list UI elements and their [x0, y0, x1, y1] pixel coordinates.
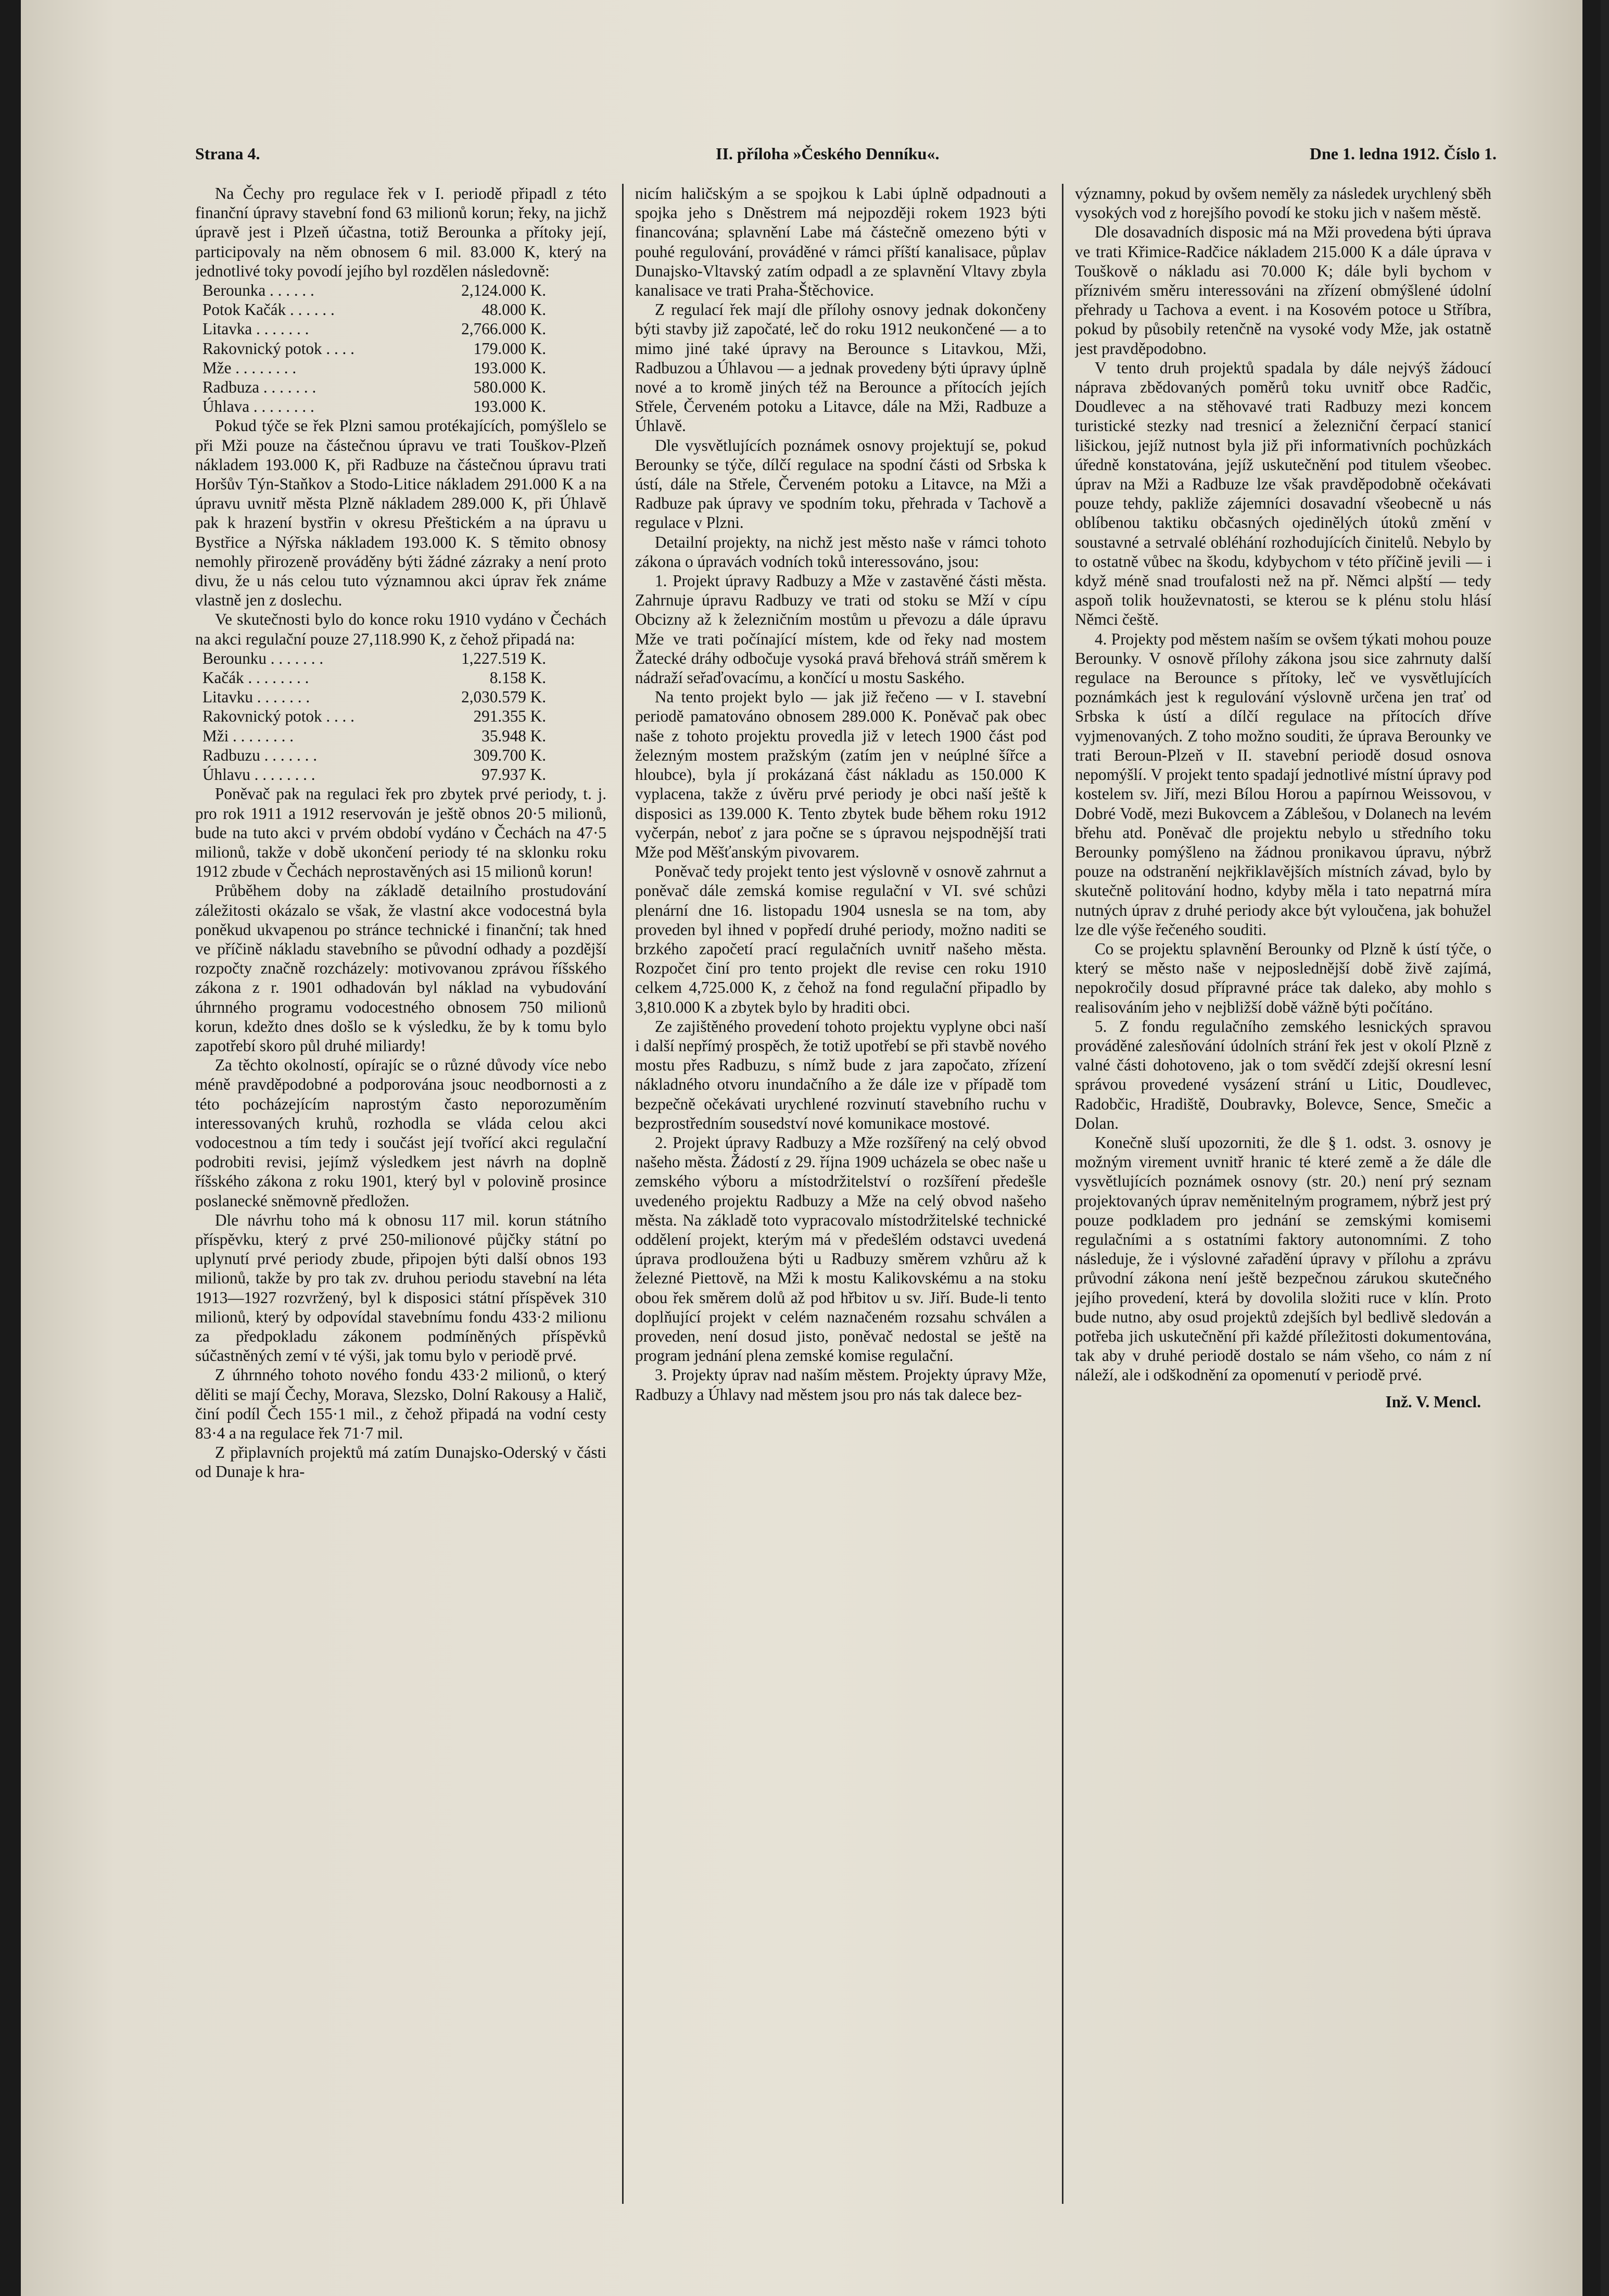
- amount: 291.355 K.: [473, 707, 546, 726]
- paragraph: Z úhrnného tohoto nového fondu 433·2 milionů, o který děliti se mají Čechy, Morava, Slezsko, Dolní Rakousy a Halič, činí podíl Čech 155·1 mil., z čehož připadá na vodní cesty 83·4 a na regulace řek 71·7 mil.: [195, 1366, 606, 1442]
- amount: 48.000 K.: [482, 300, 546, 319]
- river-name: Mže . . . . . . . .: [202, 358, 297, 377]
- amount: 179.000 K.: [473, 339, 546, 358]
- paragraph: Z připlavních projektů má zatím Dunajsko-Oderský v části od Dunaje k hra-: [195, 1443, 606, 1481]
- river-name: Litavku . . . . . . .: [202, 688, 310, 707]
- table-row: [202, 397, 546, 416]
- issue-date: Dne 1. ledna 1912. Číslo 1.: [1309, 144, 1497, 163]
- table-row: [202, 300, 546, 319]
- table-row: [202, 707, 546, 726]
- supplement-title: II. příloha »Českého Denníku«.: [716, 144, 940, 163]
- paragraph: 5. Z fondu regulačního zemského lesnických spravou prováděné zalesňování údolních strání řek jest v okolí Plzně z valné části dohotoveno, jak o tom svědčí zdejší okresní lesní správou provedené vysázení strání u Litic, Doudlevec, Radobčic, Hradiště, Doubravky, Bolevce, Sence, Smečic a Dolan.: [1075, 1017, 1491, 1132]
- table-row: [202, 281, 546, 300]
- column-2: [635, 184, 1046, 2193]
- paragraph: 1. Projekt úpravy Radbuzy a Mže v zastavěné části města. Zahrnuje úpravu Radbuzy ve trati od stoku se Mží v cípu Obcizny až k železničním mostům u převozu a dále úpravu Mže ve trati počínající místem, kde od řeky nad mostem Žatecké dráhy odbočuje vysoká pravá břehová stráň směrem k nádraží seřaďovacímu, a končící u mostu Saského.: [635, 572, 1046, 687]
- paragraph: Za těchto okolností, opírajíc se o různé důvody více nebo méně pravděpodobné a podporována jsouc neodbornosti a z této pocházejícím naprostým často neporozuměním interessovaných kruhů, rozhodla se vláda celou akci vodocestnou a tím tedy i součást její tvořící akci regulační podrobiti revisi, jejímž výsledkem jest návrh na doplně říšského zákona z roku 1901, který byl v polovině prosince poslanecké sněmovně předložen.: [195, 1056, 606, 1210]
- paragraph: Pokud týče se řek Plzni samou protékajících, pomýšlelo se při Mži pouze na částečnou úpravu ve trati Touškov-Plzeň nákladem 193.000 K, při Radbuze na částečnou úpravu trati Horšův Týn-Staňkov a Stodo-Litice nákladem 291.000 K a na úpravu uvnitř města Plzně nákladem 289.000 K, při Úhlavě pak k hrazení bystřin v okresu Přeštickém a na úpravu u Bystřice a Nýřska nákladem 193.000 K. S těmito obnosy nemohly přirozeně prováděny býti žádné zázraky a není proto divu, že u nás celou tuto významnou akci úprav řek známe vlastně jen z doslechu.: [195, 417, 606, 610]
- paragraph: Detailní projekty, na nichž jest město naše v rámci tohoto zákona o úpravách vodních toků interessováno, jsou:: [635, 533, 1046, 571]
- spending-table: [202, 649, 546, 784]
- column-divider-1: [622, 184, 624, 2204]
- paragraph: Co se projektu splavnění Berounky od Plzně k ústí týče, o který se město naše v nejposlednější době živě zajímá, nepokročily dosud přípravné práce tak daleko, aby mohlo s realisováním jeho v nejbližší době vážně býti počítáno.: [1075, 939, 1491, 1016]
- author-signature: Inž. V. Mencl.: [1385, 1392, 1481, 1411]
- river-name: Rakovnický potok . . . .: [202, 707, 354, 726]
- paragraph: Dle dosavadních disposic má na Mži provedena býti úprava ve trati Křimice-Radčice nákladem 215.000 K a dále úprava v Touškově o nákladu asi 70.000 K; dále byli bychom v příznivém směru interessováni na zřízení obmýšlené údolní přehrady u Tachova a event. i na Kosovém potoce u Stříbra, pokud by působily retenčně na vysoké vody Mže, jak ostatně jest pravděpodobno.: [1075, 223, 1491, 358]
- amount: 97.937 K.: [482, 765, 546, 784]
- paragraph: 4. Projekty pod městem naším se ovšem týkati mohou pouze Berounky. V osnově přílohy zákona jsou sice zahrnuty další regulace na Berounce s přítoky, leč ve vysvětlujících poznámkách jest k regulování výslovně určena jen trať od Srbska k ústí a dílčí regulace na přítocích dříve vyjmenovaných. Z toho možno souditi, že úprava Berounky ve trati Beroun-Plzeň v II. stavební periodě dosud osnova nepomýšlí. V projekt tento spadají jednotlivé místní úpravy pod kostelem sv. Jiří, mezi Bílou Horou a papírnou Weissovou, v Dobré Vodě, mezi Bukovcem a Záblešou, v Dolanech na levém břehu atd. Poněvač dle projektu nebylo u středního toku Berounky pomýšleno na žádnou pronikavou úpravu, nýbrž pouze na odstranění nejkřiklavějších místních závad, bylo by skutečně politování hodno, kdyby měla i tato nepatrná míra nutných úprav z druhé periody akce být vyloučena, jak bohužel lze dle výše řečeného souditi.: [1075, 629, 1491, 939]
- amount: 580.000 K.: [473, 378, 546, 397]
- paragraph: Průběhem doby na základě detailního prostudování záležitosti okázalo se však, že vlastní akce vodocestná byla poněkud ukvapenou po stránce technické i finanční; tak hned ve příčině nákladu stavebního se původní odhady a pozdější rozpočty značně rozcházely: motivovanou zprávou říšského zákona z r. 1901 odhadován byl náklad na vybudování úhrnného programu vodocestného obnosem 750 milionů korun, kdežto dnes došlo se k výsledku, že by k tomu bylo zapotřebí skoro půl druhé miliardy!: [195, 881, 606, 1055]
- scan-edge: [1601, 0, 1609, 2296]
- amount: 193.000 K.: [473, 358, 546, 377]
- amount: 193.000 K.: [473, 397, 546, 416]
- river-name: Radbuza . . . . . . .: [202, 378, 316, 397]
- table-row: [202, 746, 546, 765]
- river-name: Úhlavu . . . . . . . .: [202, 765, 315, 784]
- page-header: [195, 138, 1497, 169]
- paragraph: Dle návrhu toho má k obnosu 117 mil. korun státního příspěvku, který z prvé 250-milionové půjčky státní po uplynutí prvé periody zbude, připojen býti další obnos 193 milionů, takže by pro tak zv. druhou periodu stavební na léta 1913—1927 rozvržený, byl k disposici státní příspěvek 310 milionů, který by odpovídal stavebnímu fondu 433·2 milionu za předpokladu zákonem podmíněných příspěvků súčastněných zemí v té výši, jak tomu bylo v periodě prvé.: [195, 1210, 606, 1365]
- column-divider-2: [1062, 184, 1063, 2204]
- paragraph: 2. Projekt úpravy Radbuzy a Mže rozšířený na celý obvod našeho města. Žádostí z 29. října 1909 ucházela se obec naše u zemského výboru a místodržitelství o rozšíření předešle uvedeného projektu Radbuzy a Mže na celý obvod našeho města. Na základě toto vypracovalo místodržitelské technické oddělení projekt, kterým má v předešlém odstavci uvedená úprava prodloužena býti u Radbuzy směrem vzhůru až k železné Piettově, na Mži k mostu Kalikovskému a na stoku obou řek směrem dolů až pod hřbitov u sv. Jiří. Bude-li tento doplňující projekt v celém naznačeném rozsahu schválen a proveden, není dosud jisto, poněvač nedostal se ještě na program jednání plena zemské komise regulační.: [635, 1133, 1046, 1365]
- river-name: Mži . . . . . . . .: [202, 726, 294, 745]
- newspaper-page: [195, 138, 1497, 2215]
- paragraph: Ve skutečnosti bylo do konce roku 1910 vydáno v Čechách na akci regulační pouze 27,118.990 K, z čehož připadá na:: [195, 610, 606, 648]
- river-name: Berounku . . . . . . .: [202, 649, 324, 667]
- paragraph: Poněvač pak na regulaci řek pro zbytek prvé periody, t. j. pro rok 1911 a 1912 reservován je ještě obnos 20·5 milionů, bude na tuto akci v prvém období vydáno v Čechách na 47·5 milionů, takže v době ukončení periody té na sklonku roku 1912 zbude v Čechách neprostavěných asi 15 milionů korun!: [195, 785, 606, 881]
- river-name: Berounka . . . . . .: [202, 281, 314, 300]
- river-name: Potok Kačák . . . . . .: [202, 300, 335, 319]
- paragraph: významny, pokud by ovšem neměly za následek urychlený sběh vysokých vod z horejšího povodí ke stoku jich v našem městě.: [1075, 184, 1491, 222]
- column-3: [1075, 184, 1491, 2193]
- paragraph: Dle vysvětlujících poznámek osnovy projektují se, pokud Berounky se týče, dílčí regulace na spodní části od Srbska k ústí, dále na Střele, Červeném potoku a Litavce, na Mži a Radbuze pak úpravy ve spodním toku, přehrada v Tachově a regulace v Plzni.: [635, 436, 1046, 532]
- paragraph: nicím haličským a se spojkou k Labi úplně odpadnouti a spojka jeho s Dněstrem má nejpozději rokem 1923 býti financována; splavnění Labe má částečně omezeno býti v pouhé regulování, prováděné v rámci příští kanalisace, půplav Dunajsko-Vltavský zatím odpadl a ze splavnění Vltavy zbyla kanalisace ve trati Praha-Štěchovice.: [635, 184, 1046, 300]
- amount: 35.948 K.: [482, 726, 546, 745]
- table-row: [202, 687, 546, 707]
- paragraph: Na tento projekt bylo — jak již řečeno — v I. stavební periodě pamatováno obnosem 289.000 K. Poněvač pak obec naše z tohoto projektu provedla již v letech 1900 část pod železným mostem pražským (zatím jen v neúplné šířce a hloubce), byla jí prokázaná část nákladu as 150.000 K vyplacena, takže z úvěru prvé periody je obci naší ještě k disposici as 139.000 K. Tento zbytek bude během roku 1912 vyčerpán, neboť z jara počne se s úpravou nejspodnější trati Mže pod Měšťanským pivovarem.: [635, 688, 1046, 861]
- amount: 309.700 K.: [473, 746, 546, 764]
- river-name: Úhlava . . . . . . . .: [202, 397, 314, 416]
- paragraph: Konečně sluší upozorniti, že dle § 1. odst. 3. osnovy je možným virement uvnitř hranic té které země a že dále dle vysvětlujících poznámek osnovy (str. 20.) není prý seznam projektovaných úprav neměnitelným programem, nýbrž jest prý pouze podkladem pro jednání se zemskými komisemi regulačními a s ostatními faktory autonomními. Z toho následuje, že i výslovné zařadění úpravy v přílohu a zprávu průvodní zákona není ještě bezpečnou zárukou skutečného jejího provedení, která by dovolila složiti ruce v klín. Proto bude nutno, aby osud projektů zdejších byl bedlivě sledován a potřeba jich uskutečnění při každé příležitosti dokumentována, tak aby v druhé periodě dostalo se nám všeho, co nám z ní náleží, ale i odškodnění za opomenutí v periodě prvé.: [1075, 1133, 1491, 1384]
- scanned-page: [21, 0, 1582, 2296]
- paragraph: Z regulací řek mají dle přílohy osnovy jednak dokončeny býti stavby již započaté, leč do roku 1912 neukončené — a to mimo jiné také úpravy na Berounce s Litavkou, Mži, Radbuzou a Úhlavou — a jednak provedeny býti úpravy úplně nové a to kromě jiných též na Berounce a přítocích jejích Střele, Červeném potoku a Litavce, dále na Mži, Radbuze a Úhlavě.: [635, 300, 1046, 435]
- amount: 1,227.519 K.: [461, 649, 546, 667]
- column-1: [195, 184, 606, 2193]
- table-row: [202, 339, 546, 358]
- table-row: [202, 668, 546, 687]
- table-row: [202, 319, 546, 338]
- table-row: [202, 377, 546, 397]
- amount: 8.158 K.: [489, 668, 546, 687]
- allocation-table: [202, 281, 546, 416]
- paragraph: V tento druh projektů spadala by dále nejvýš žádoucí náprava zbědovaných poměrů toku uvnitř obce Radčic, Doudlevec a na stěhovavé trati Radbuzy mezi koncem turistické stezky nad tresnicí a železniční čerpací stanicí lišickou, jejíž nutnost byla již při informativních pochůzkách úředně konstatována, jejíž uskutečnění pod titulem všeobec. úprav na Mži a Radbuze lze však pravděpodobně očekávati pouze tehdy, pakliže zájemníci dosavadní všeobecně u nás oblíbenou taktiku občasných ojedinělých útoků změní v soustavné a setrvalé obléhání rozhodujících činitelů. Nebylo by to ostatně vůbec na škodu, kdybychom v této příčině jevili — i když méně snad troufalosti než na př. Němci alpští — tedy aspoň tolik houževnatosti, se kterou se k plénu stolu hlásí Němci čeště.: [1075, 358, 1491, 629]
- table-row: [202, 358, 546, 377]
- river-name: Rakovnický potok . . . .: [202, 339, 354, 358]
- table-row: [202, 726, 546, 746]
- paragraph: Poněvač tedy projekt tento jest výslovně v osnově zahrnut a poněvač dále zemská komise regulační v VI. své schůzi plenární dne 16. listopadu 1904 usnesla se na tom, aby proveden byl ihned v popředí druhé periody, možno naditi se brzkého započetí prací regulačních uvnitř našeho města. Rozpočet činí pro tento projekt dle revise cen roku 1910 celkem 4,725.000 K, z čehož na fond regulační připadlo by 3,810.000 K a zbytek bylo by hraditi obci.: [635, 862, 1046, 1016]
- river-name: Kačák . . . . . . . .: [202, 668, 309, 687]
- amount: 2,030.579 K.: [461, 688, 546, 707]
- river-name: Litavka . . . . . . .: [202, 320, 309, 338]
- table-row: [202, 649, 546, 668]
- river-name: Radbuzu . . . . . . .: [202, 746, 318, 764]
- paragraph: Ze zajištěného provedení tohoto projektu vyplyne obci naší i další nepřímý prospěch, že totiž upotřebí se při stavbě nového mostu přes Radbuzu, s nímž bude z jara započato, zřízení nákladného otvoru inundačního a že dále ize v případě tom bezpečně očekávati urychlené rozvinutí stavebního ruchu v bezprostředním sousedství nové komunikace mostové.: [635, 1017, 1046, 1132]
- table-row: [202, 765, 546, 784]
- amount: 2,766.000 K.: [461, 320, 546, 338]
- page-number: Strana 4.: [195, 144, 260, 163]
- paragraph: 3. Projekty úprav nad naším městem. Projekty úpravy Mže, Radbuzy a Úhlavy nad městem jsou pro nás tak dalece bez-: [635, 1366, 1046, 1404]
- paragraph: Na Čechy pro regulace řek v I. periodě připadl z této finanční úpravy stavební fond 63 milionů korun; řeky, na jichž úpravě jest i Plzeň účastna, totiž Berounka a přítoky její, participovaly na něm obnosem 6 mil. 83.000 K, který na jednotlivé toky povodí jejího byl rozdělen následovně:: [195, 184, 606, 280]
- amount: 2,124.000 K.: [461, 281, 546, 300]
